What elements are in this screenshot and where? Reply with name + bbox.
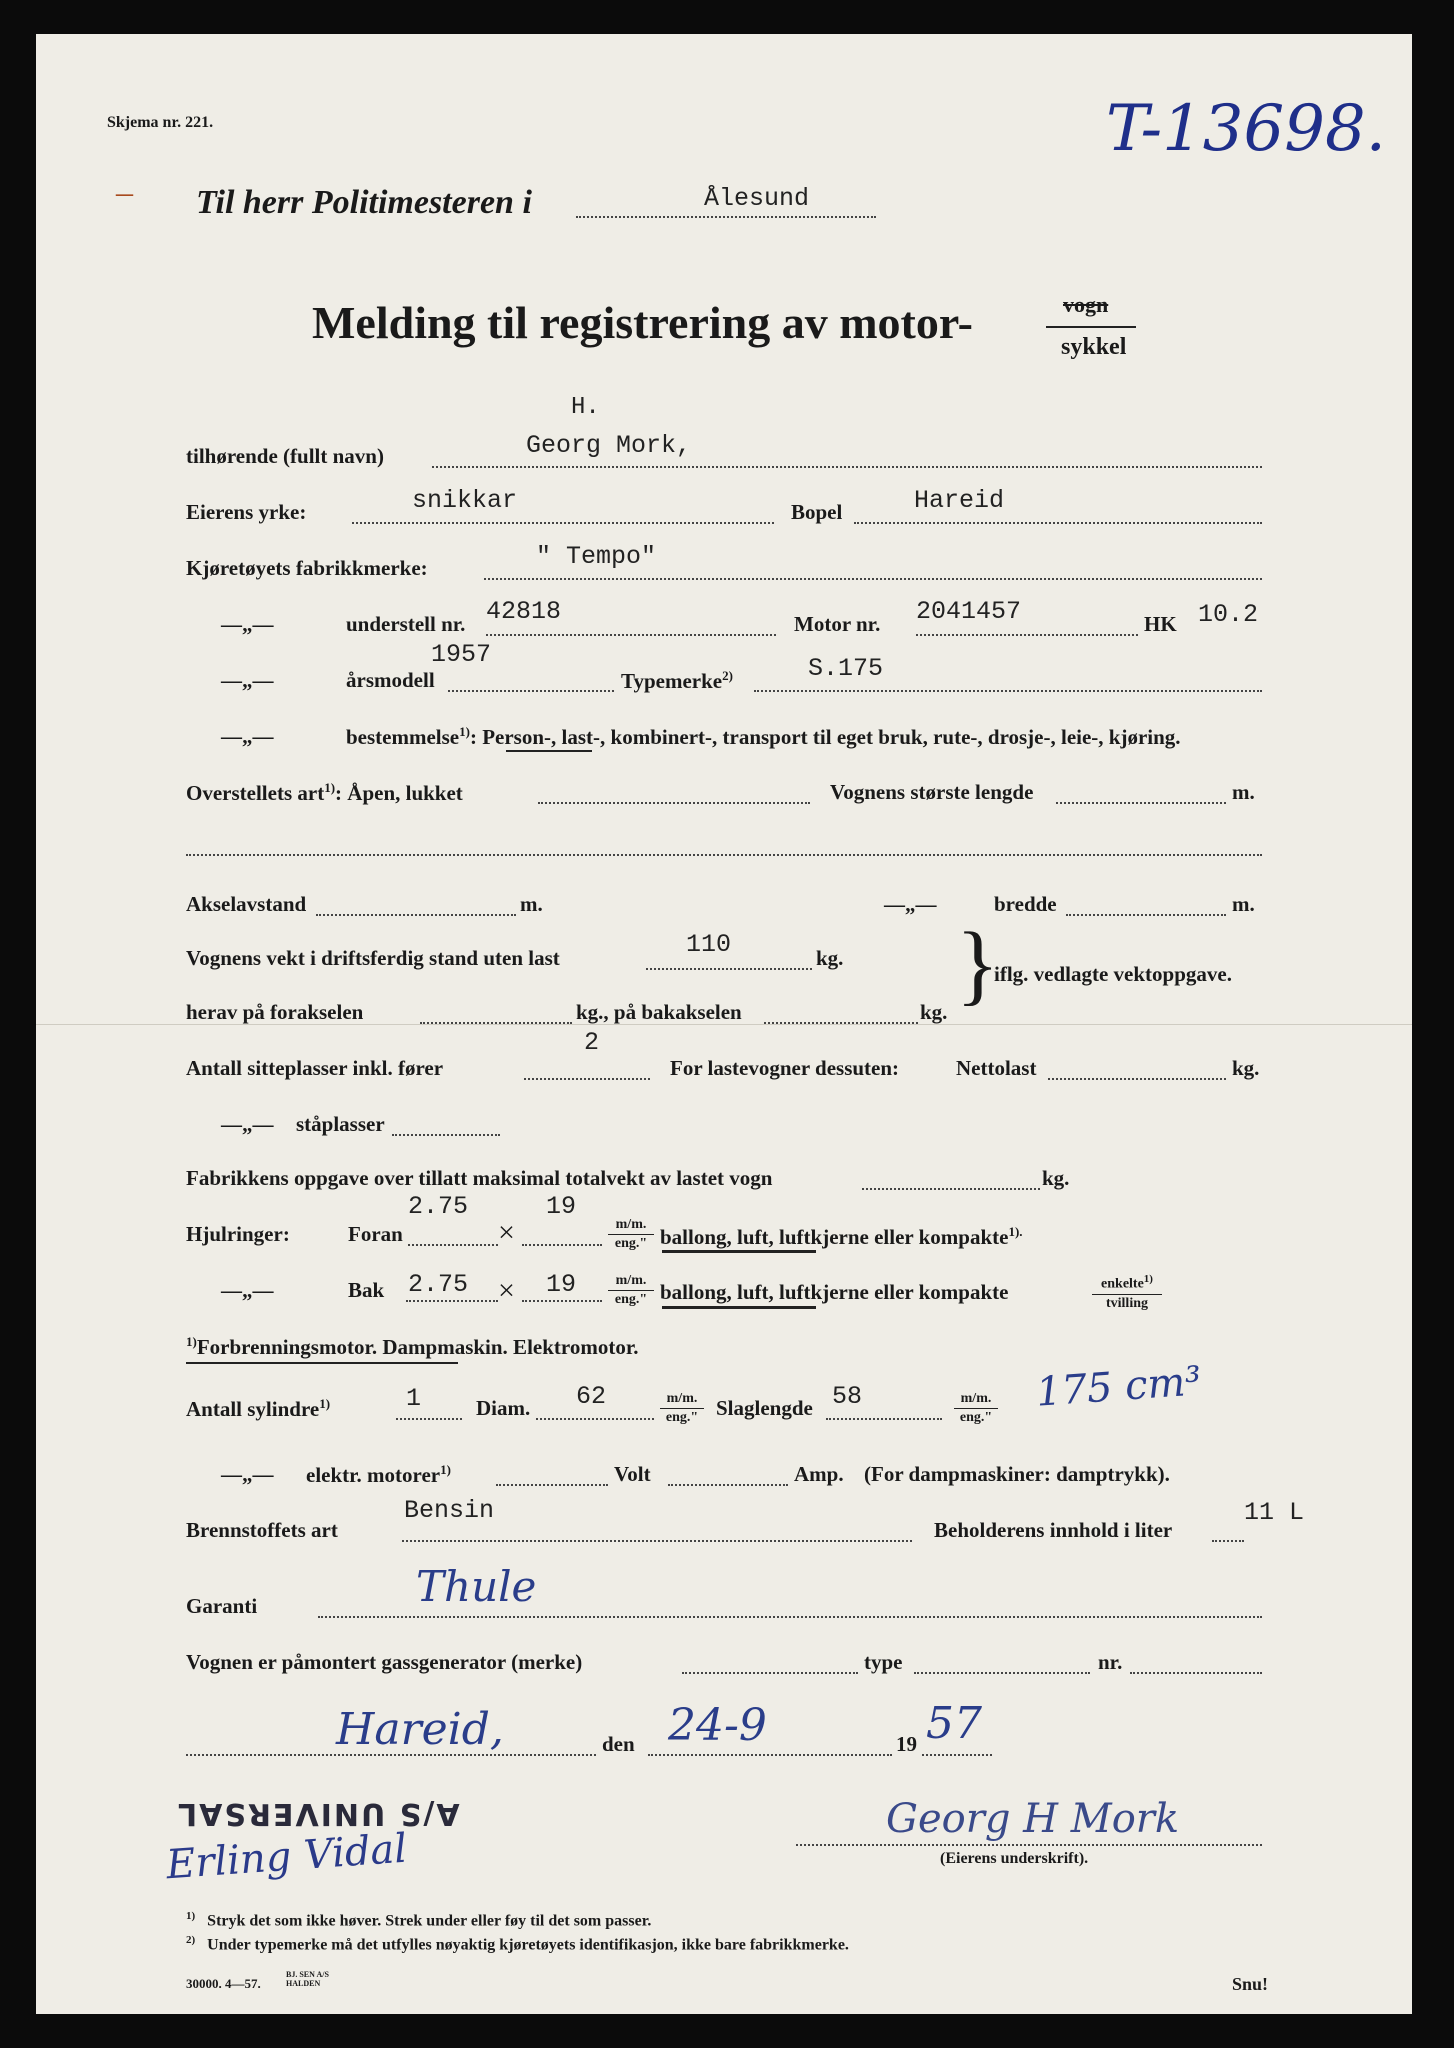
body-row: Overstellets art$^{1)}$: Åpen, lukket <box>186 780 463 805</box>
diam-label: Diam. <box>476 1396 531 1420</box>
year-value: 57 <box>926 1698 982 1749</box>
steam-note: (For dampmaskiner: damptrykk). <box>864 1462 1170 1486</box>
stroke-line <box>826 1418 942 1420</box>
diam-line <box>536 1418 654 1420</box>
chassis-value: 42818 <box>486 597 562 626</box>
rear-tyre-underline <box>662 1306 816 1309</box>
brace: } <box>956 915 1000 1014</box>
front-unit-fraction: m/m. eng." <box>608 1216 654 1253</box>
owner-signature-label: (Eierens underskrift). <box>940 1850 1089 1867</box>
wheelbase-unit: m. <box>520 892 543 916</box>
hp-label: HK <box>1144 612 1177 636</box>
name-line <box>432 466 1262 468</box>
tank-value: 11 L <box>1244 1498 1305 1527</box>
purpose-row: bestemmelse$^{1)}$: Person-, last-, kombinert-, transport til eget bruk, rute-, drosje-, leie-, kjøring. <box>346 724 1181 749</box>
lorry-label: For lastevogner dessuten: <box>670 1056 900 1080</box>
body-extra-line <box>186 854 1262 856</box>
times-sign: × <box>498 1274 515 1307</box>
width-label: bredde <box>994 892 1057 916</box>
tank-line <box>1212 1540 1244 1542</box>
name-insert: H. <box>571 394 600 421</box>
stamp-number: T-13698. <box>1106 92 1386 166</box>
title-option-crossed: vogn <box>1063 292 1109 317</box>
gas-nr-label: nr. <box>1098 1650 1123 1674</box>
rear-tyre-types: ballong, luft, luftkjerne eller kompakte <box>660 1280 1009 1304</box>
rear-axle-line <box>764 1022 918 1024</box>
purpose-text: : Person-, last-, kombinert-, transport til eget bruk, rute-, drosje-, leie-, kjøring. <box>469 725 1181 749</box>
front-label: Foran <box>348 1222 403 1246</box>
make-label: Kjøretøyets fabrikkmerke: <box>186 556 428 580</box>
max-weight-line <box>862 1188 1040 1190</box>
weight-line <box>646 968 812 970</box>
wheelbase-line <box>316 914 516 916</box>
warranty-line <box>318 1616 1262 1618</box>
chassis-label: understell nr. <box>346 612 466 636</box>
residence-value: Hareid <box>914 486 1005 515</box>
engine-value: 2041457 <box>916 597 1022 626</box>
year-line <box>448 690 614 692</box>
pencil-mark: ‒ <box>116 174 133 211</box>
standing-line <box>392 1134 500 1136</box>
front-width: 2.75 <box>408 1192 469 1221</box>
company-stamp: A/S UNIVERSAL <box>176 1796 460 1831</box>
elec-label: elektr. motorer$^{1)}$ <box>306 1462 451 1487</box>
weight-unit: kg. <box>816 946 844 970</box>
front-tyre-types: ballong, luft, luftkjerne eller kompakte$^{1).}$ <box>660 1224 1023 1249</box>
fuel-line <box>402 1540 912 1542</box>
rear-w-line <box>406 1300 498 1302</box>
stroke-label: Slaglengde <box>716 1396 813 1420</box>
ditto-mark: —„— <box>221 612 274 636</box>
body-label: Overstellets art <box>186 781 325 805</box>
gas-label: Vognen er påmontert gassgenerator (merke) <box>186 1650 583 1674</box>
front-axle-label: herav på forakselen <box>186 1000 364 1024</box>
wheelbase-label: Akselavstand <box>186 892 307 916</box>
hp-value: 10.2 <box>1198 600 1259 629</box>
stroke-unit-fraction: m/m. eng." <box>954 1390 998 1427</box>
gas-line <box>682 1672 858 1674</box>
length-line <box>1056 802 1226 804</box>
date-value: 24-9 <box>668 1700 767 1751</box>
rear-d-line <box>522 1300 602 1302</box>
rear-axle-unit: kg. <box>920 1000 948 1024</box>
elec-line <box>496 1484 608 1486</box>
form-number: Skjema nr. 221. <box>107 114 214 131</box>
max-weight-label: Fabrikkens oppgave over tillatt maksimal totalvekt av lastet vogn <box>186 1166 773 1190</box>
warranty-label: Garanti <box>186 1594 258 1618</box>
weight-value: 110 <box>686 930 732 959</box>
gas-type-label: type <box>864 1650 903 1674</box>
weight-label: Vognens vekt i driftsferdig stand uten last <box>186 946 560 970</box>
rear-axle-label: kg., på bakakselen <box>576 1000 742 1024</box>
max-weight-unit: kg. <box>1042 1166 1070 1190</box>
cyl-label: Antall sylindre$^{1)}$ <box>186 1396 331 1421</box>
owner-signature-line <box>796 1844 1262 1846</box>
year-sig-line <box>922 1754 992 1756</box>
name-value: Georg Mork, <box>526 431 692 460</box>
net-load-label: Nettolast <box>956 1056 1037 1080</box>
single-twin-fraction: enkelte$^{1)}$ tvilling <box>1092 1270 1162 1313</box>
amp-label: Amp. <box>794 1462 844 1486</box>
ditto-mark: —„— <box>884 892 937 916</box>
body-line <box>538 802 810 804</box>
seats-value: 2 <box>584 1028 600 1057</box>
title-option-rule <box>1046 326 1136 328</box>
occupation-value: snikkar <box>412 486 518 515</box>
place-value: Hareid, <box>336 1704 504 1755</box>
displacement-note: 175 cm³ <box>1034 1358 1203 1416</box>
cyl-value: 1 <box>406 1384 422 1413</box>
front-d-line <box>522 1244 602 1246</box>
gas-nr-line <box>1130 1672 1262 1674</box>
form-sheet <box>36 34 1412 2014</box>
fuel-value: Bensin <box>404 1496 495 1525</box>
seats-label: Antall sitteplasser inkl. fører <box>186 1056 444 1080</box>
engine-line <box>916 634 1138 636</box>
standing-label: ståplasser <box>296 1112 385 1136</box>
year-prefix: 19 <box>896 1732 917 1756</box>
weight-note: iflg. vedlagte vektoppgave. <box>994 962 1232 986</box>
rear-unit-fraction: m/m. eng." <box>608 1272 654 1309</box>
owner-signature: Georg H Mork <box>886 1796 1180 1842</box>
stroke-value: 58 <box>832 1382 863 1411</box>
residence-line <box>854 522 1262 524</box>
print-info: 30000. 4—57. <box>186 1976 261 1991</box>
net-load-unit: kg. <box>1232 1056 1260 1080</box>
occupation-line <box>352 522 774 524</box>
seats-line <box>524 1078 650 1080</box>
name-label: tilhørende (fullt navn) <box>186 444 384 468</box>
tyres-label: Hjulringer: <box>186 1222 290 1246</box>
tank-label: Beholderens innhold i liter <box>934 1518 1173 1542</box>
cyl-line <box>396 1418 462 1420</box>
make-value: " Tempo" <box>536 542 657 571</box>
title-option: sykkel <box>1061 334 1127 360</box>
type-value: S.175 <box>808 654 884 683</box>
diam-value: 62 <box>576 1382 607 1411</box>
footnote-2: $^{2)}$ Under typemerke må det utfylles nøyaktig kjøretøyets identifikasjon, ikke bare fabrikkmerke. <box>186 1934 849 1954</box>
date-line <box>648 1754 892 1756</box>
length-label: Vognens største lengde <box>830 780 1034 804</box>
ditto-mark: —„— <box>221 724 274 748</box>
front-tyre-underline <box>662 1250 816 1253</box>
type-line <box>754 690 1262 692</box>
volt-label: Volt <box>614 1462 651 1486</box>
residence-label: Bopel <box>791 500 843 524</box>
form-title: Melding til registrering av motor- <box>312 297 973 348</box>
ditto-mark: —„— <box>221 1462 274 1486</box>
ditto-mark: —„— <box>221 1112 274 1136</box>
date-label: den <box>602 1732 635 1756</box>
front-w-line <box>408 1244 498 1246</box>
purpose-label: bestemmelse <box>346 725 460 749</box>
width-line <box>1066 914 1226 916</box>
recipient-city: Ålesund <box>704 184 810 213</box>
year-label: årsmodell <box>346 668 435 692</box>
engine-label: Motor nr. <box>794 612 881 636</box>
width-unit: m. <box>1232 892 1255 916</box>
warranty-value: Thule <box>416 1562 537 1611</box>
rear-diameter: 19 <box>546 1270 577 1299</box>
rear-width: 2.75 <box>408 1270 469 1299</box>
purpose-underline <box>506 750 592 752</box>
body-options: : Åpen, lukket <box>335 781 463 805</box>
combustion-underline <box>186 1362 458 1364</box>
volt-line <box>668 1484 788 1486</box>
front-diameter: 19 <box>546 1192 577 1221</box>
fuel-label: Brennstoffets art <box>186 1518 338 1542</box>
recipient-label: Til herr Politimesteren i <box>196 184 532 221</box>
footnote-1: $^{1)}$ Stryk det som ikke høver. Strek under eller føy til det som passer. <box>186 1910 652 1930</box>
times-sign: × <box>498 1216 515 1249</box>
type-label: Typemerke$^{2)}$ <box>621 668 733 693</box>
ditto-mark: —„— <box>221 1278 274 1302</box>
net-load-line <box>1048 1078 1226 1080</box>
year-value: 1957 <box>431 640 492 669</box>
stamp-signature: Erling Vidal <box>164 1825 409 1889</box>
front-axle-line <box>420 1022 572 1024</box>
engine-types: $^{1)}$Forbrenningsmotor. Dampmaskin. Elektromotor. <box>186 1334 639 1359</box>
occupation-label: Eierens yrke: <box>186 500 307 524</box>
chassis-line <box>486 634 776 636</box>
gas-type-line <box>914 1672 1090 1674</box>
recipient-line <box>576 216 876 218</box>
diam-unit-fraction: m/m. eng." <box>660 1390 704 1427</box>
length-unit: m. <box>1232 780 1255 804</box>
engine-type-combustion: Forbrenningsmotor. <box>196 1335 378 1359</box>
ditto-mark: —„— <box>221 668 274 692</box>
printer: BJ. SEN A/S HALDEN <box>286 1970 329 1988</box>
turn-over: Snu! <box>1232 1974 1269 1994</box>
make-line <box>484 578 1262 580</box>
rear-label: Bak <box>348 1278 385 1302</box>
